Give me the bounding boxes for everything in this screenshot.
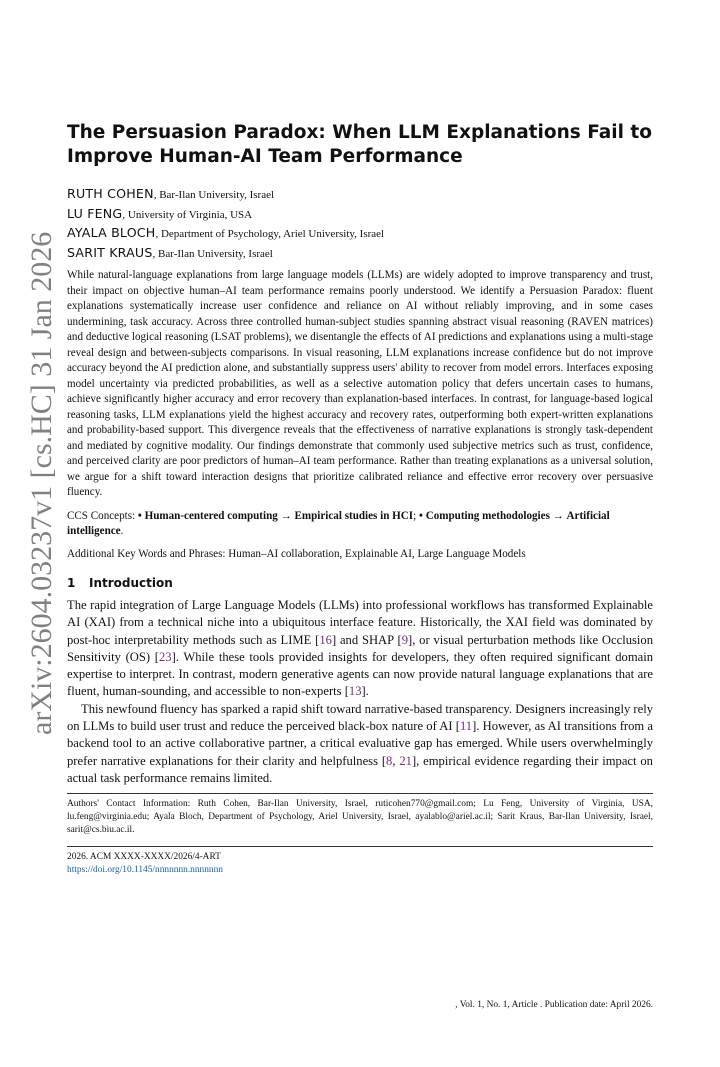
running-footer: , Vol. 1, No. 1, Article . Publication date: April 2026. (455, 1000, 653, 1010)
citation-link[interactable]: 21 (399, 753, 412, 768)
citation-link[interactable]: 11 (459, 719, 473, 734)
author-entry: SARIT KRAUS, Bar-Ilan University, Israel (67, 244, 273, 260)
text-run: ]. (361, 684, 369, 699)
ccs-arrow: → (280, 509, 292, 522)
ccs-bullet: • (137, 509, 142, 522)
citation-link[interactable]: 9 (401, 632, 408, 647)
footnote-divider (67, 793, 653, 794)
author-name: LU FENG (67, 205, 123, 221)
author-affiliation: Bar-Ilan University, Israel (159, 189, 275, 201)
paragraph (67, 701, 653, 787)
ccs-subconcept: Empirical studies in HCI (294, 509, 414, 522)
section-heading (67, 575, 653, 591)
citation-link[interactable]: 16 (319, 632, 332, 647)
text-run: ]. However, as AI transitions from a backend tool to an active collaborative partner, a critical evaluative gap has emerged. While users overwhelmingly prefer narrative explanations for their clarity and helpfulness [ (67, 719, 653, 768)
text-run: The rapid integration of Large Language Models (LLMs) into professional workflows has transformed Explainable AI (XAI) from a technical niche into a ubiquitous interface feature. Historically, the XAI field was dominated by post-hoc interpretability methods such as LIME [ (67, 598, 653, 647)
ccs-label: CCS Concepts: (67, 509, 136, 522)
doi-link[interactable]: https://doi.org/10.1145/nnnnnnn.nnnnnnn (67, 865, 223, 876)
citation-link[interactable]: 8 (386, 753, 393, 768)
section-body (67, 597, 653, 787)
keywords: Additional Key Words and Phrases: Human–AI collaboration, Explainable AI, Large Language Models (67, 547, 526, 560)
text-run: ] and SHAP [ (331, 632, 402, 647)
ccs-separator: ; (413, 509, 417, 522)
author-affiliation: University of Virginia, USA (127, 208, 253, 221)
paper-title: The Persuasion Paradox: When LLM Explanations Fail to Improve Human-AI Team Performance (67, 122, 652, 167)
author-affiliation: Department of Psychology, Ariel University, Israel (160, 228, 385, 240)
author-name: AYALA BLOCH (67, 225, 156, 240)
author-entry: LU FENG, University of Virginia, USA (67, 205, 253, 221)
ccs-end: . (120, 525, 124, 537)
author-list (67, 185, 653, 263)
section-title: Introduction (89, 576, 173, 590)
ccs-subconcept: Artificial intelligence (67, 509, 610, 537)
ccs-concept: Human-centered computing (144, 509, 278, 522)
citation-link[interactable]: 13 (348, 684, 362, 699)
ccs-arrow: → (552, 509, 564, 522)
abstract: While natural-language explanations from large language models (LLMs) are widely adopted to improve transparency and trust, their impact on objective human–AI team performance remains poorly understood. We identify a Persuasion Paradox: fluent explanations systematically increase user confidence and reliance on AI without reliably improving, and in some cases undermining, task accuracy. Across three controlled human-subject studies spanning abstract visual reasoning (RAVEN matrices) and deductive logical reasoning (LSAT problems), we disentangle the effects of AI predictions and explanations using a multi-stage reveal design and between-subjects comparisons. In visual reasoning, LLM explanations increase confidence but do not improve accuracy beyond the AI prediction alone, and substantially suppress users' ability to recover from model errors. Interfaces exposing model uncertainty via predicted probabilities, as well as a selective automation policy that defers uncertain cases to humans, achieve significantly higher accuracy and error recovery than explanation-based interfaces. In contrast, for language-based logical reasoning tasks, LLM explanations yield the highest accuracy and recovery rates, outperforming both expert-written explanations and probability-based support. This divergence reveals that the effectiveness of narrative explanations is strongly task-dependent and mediated by cognitive modality. Our findings demonstrate that commonly used subjective metrics such as trust, confidence, and perceived clarity are poor predictors of human–AI team performance. Rather than treating explanations as a universal solution, we argue for a shift toward interaction designs that prioritize calibrated reliance and effective error recovery over persuasive fluency. (67, 269, 653, 498)
text-run: ]. While these tools provided insights for developers, they often required significant domain expertise to interpret. In contrast, modern generative agents can now provide natural language explanations that are fluent, human-sounding, and accessible to non-experts [ (67, 649, 654, 699)
author-contact-footnote: Authors' Contact Information: Ruth Cohen, Bar-Ilan University, Israel, ruticohen770@gmail.com; Lu Feng, University of Virginia, USA, lu.feng@virginia.edu; Ayala Bloch, Department of Psychology, Ariel University, Israel, ayalablo@ariel.ac.il; Sarit Kraus, Bar-Ilan University, Israel, sarit@cs.biu.ac.il. (67, 799, 653, 836)
acm-reference: 2026. ACM XXXX-XXXX/2026/4-ART (67, 852, 221, 863)
ccs-concepts (67, 509, 653, 540)
paper-page (67, 121, 653, 877)
arxiv-sidebar-stamp: arXiv:2604.03237v1 [cs.HC] 31 Jan 2026 (25, 231, 58, 735)
citation-link[interactable]: 23 (158, 649, 172, 664)
author-name: RUTH COHEN (67, 186, 154, 201)
author-entry: AYALA BLOCH, Department of Psychology, Ariel University, Israel (67, 225, 385, 240)
paragraph (67, 597, 653, 701)
ccs-concept: Computing methodologies (425, 509, 550, 522)
author-affiliation: Bar-Ilan University, Israel (158, 247, 273, 260)
text-run: This newfound fluency has sparked a rapid shift toward narrative-based transparency. Designers increasingly rely on LLMs to build user trust and reduce the perceived black-box nature of AI [ (67, 701, 653, 734)
footnote-divider (67, 846, 653, 847)
text-run: ], or visual perturbation methods like Occlusion Sensitivity (OS) [ (67, 632, 653, 664)
author-name: SARIT KRAUS (67, 244, 153, 260)
ccs-bullet: • (419, 509, 423, 522)
author-entry: RUTH COHEN, Bar-Ilan University, Israel (67, 186, 275, 201)
text-run: , (392, 753, 400, 768)
text-run: ], empirical evidence regarding their impact on actual task performance remains limited. (67, 753, 653, 785)
section-number: 1 (67, 576, 76, 590)
